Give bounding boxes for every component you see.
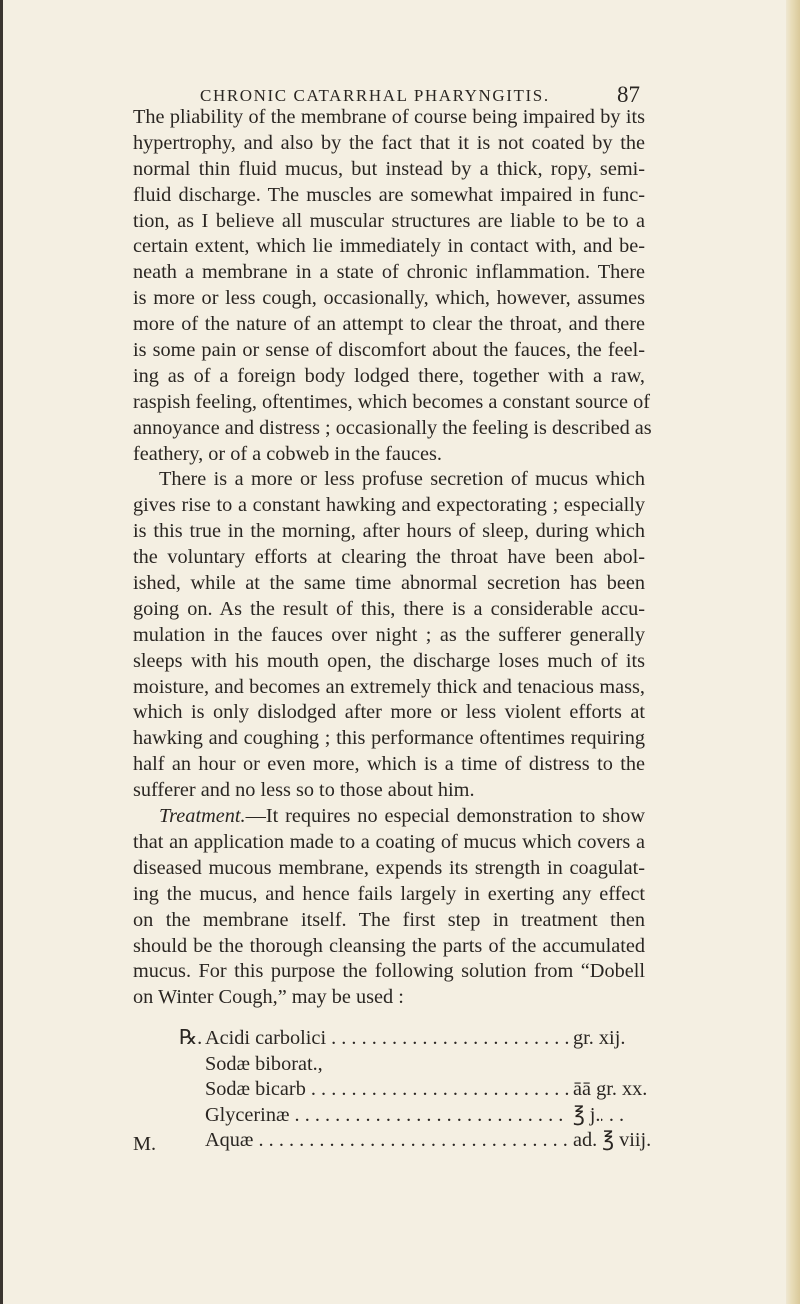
running-head: CHRONIC CATARRHAL PHARYNGITIS. <box>200 86 550 105</box>
ingredient-name: Acidi carbolici . . . <box>205 1026 623 1052</box>
prescription-row <box>133 1077 653 1103</box>
text-line: that an application made to a coating of mucus which covers a <box>133 830 645 853</box>
text-line: hawking and coughing ; this performance oftentimes requiring <box>133 727 645 750</box>
text-line: the voluntary efforts at clearing the throat have been abol- <box>133 546 645 569</box>
text-line: mulation in the fauces over night ; as the sufferer generally <box>133 623 645 646</box>
page-fore-edge <box>786 0 800 1304</box>
text-line: more of the nature of an attempt to clear the throat, and there <box>133 313 645 336</box>
text-line: on Winter Cough,” may be used : <box>133 986 404 1009</box>
treatment-heading: Treatment. <box>159 805 246 828</box>
page-binding-edge <box>0 0 3 1304</box>
prescription-closing: M. <box>133 1133 157 1155</box>
text-line: sleeps with his mouth open, the discharge loses much of its <box>133 649 645 672</box>
text-line: is some pain or sense of discomfort about the fauces, the feel- <box>133 339 645 362</box>
text-line: which is only dislodged after more or less violent efforts at <box>133 701 645 724</box>
prescription <box>133 1026 653 1154</box>
ingredient-quantity: ad. ℥ viij. <box>569 1128 651 1154</box>
prescription-row <box>133 1052 653 1078</box>
text-line: sufferer and no less so to those about him. <box>133 779 475 802</box>
text-line: is this true in the morning, after hours of sleep, during which <box>133 520 645 543</box>
prescription-row <box>133 1026 653 1052</box>
text-line: There is a more or less profuse secretion of mucus which <box>159 468 645 491</box>
text-line: ished, while at the same time abnormal secretion has been <box>133 572 645 595</box>
body-text <box>133 105 652 1011</box>
ingredient-quantity: āā gr. xx. <box>569 1077 647 1103</box>
recipe-symbol: ℞. <box>179 1027 203 1049</box>
text-line: tion, as I believe all muscular structures are liable to be to a <box>133 209 645 232</box>
text-line: certain extent, which lie immediately in contact with, and be- <box>133 235 645 258</box>
page-number: 87 <box>617 82 640 107</box>
text-line: neath a membrane in a state of chronic inflammation. There <box>133 261 645 284</box>
text-line: on the membrane itself. The first step in treatment then <box>133 908 645 931</box>
text-line: feathery, or of a cobweb in the fauces. <box>133 442 442 465</box>
text-line: ing as of a foreign body lodged there, together with a raw, <box>133 364 645 387</box>
text-line: going on. As the result of this, there is a considerable accu- <box>133 597 645 620</box>
ingredient-quantity: ℥ j. <box>569 1103 601 1129</box>
text-line: raspish feeling, oftentimes, which becomes a constant source of <box>133 390 651 413</box>
text-line: fluid discharge. The muscles are somewhat impaired in func- <box>133 183 645 206</box>
text-line: should be the thorough cleansing the parts of the accumulated <box>133 934 645 957</box>
prescription-row <box>133 1103 653 1129</box>
ingredient-quantity: gr. xij. <box>569 1026 625 1052</box>
text-line <box>133 804 645 830</box>
text-line: diseased mucous membrane, expends its strength in coagulat- <box>133 856 645 879</box>
prescription-row <box>133 1128 653 1154</box>
ingredient-name: Sodæ bicarb . . . <box>205 1077 623 1103</box>
text-line: half an hour or even more, which is a time of distress to the <box>133 753 645 776</box>
text-line: mucus. For this purpose the following solution from “Dobell <box>133 960 645 983</box>
ingredient-name: Aquæ . . . <box>205 1128 623 1154</box>
treatment-line-text: —It requires no especial demonstration to show <box>245 805 645 828</box>
text-line: hypertrophy, and also by the fact that it is not coated by the <box>133 131 645 154</box>
text-line: annoyance and distress ; occasionally the feeling is described as <box>133 416 652 439</box>
text-line: moisture, and becomes an extremely thick and tenacious mass, <box>133 675 645 698</box>
text-line: normal thin fluid mucus, but instead by a thick, ropy, semi- <box>133 157 645 180</box>
text-line: The pliability of the membrane of course being impaired by its <box>133 106 645 128</box>
text-line: gives rise to a constant hawking and expectorating ; especially <box>133 494 645 517</box>
text-line: is more or less cough, occasionally, which, however, assumes <box>133 287 645 310</box>
ingredient-name: Glycerinæ . . . <box>205 1103 623 1129</box>
text-line: ing the mucus, and hence fails largely in exerting any effect <box>133 882 645 905</box>
ingredient-name: Sodæ biborat., <box>205 1052 323 1075</box>
